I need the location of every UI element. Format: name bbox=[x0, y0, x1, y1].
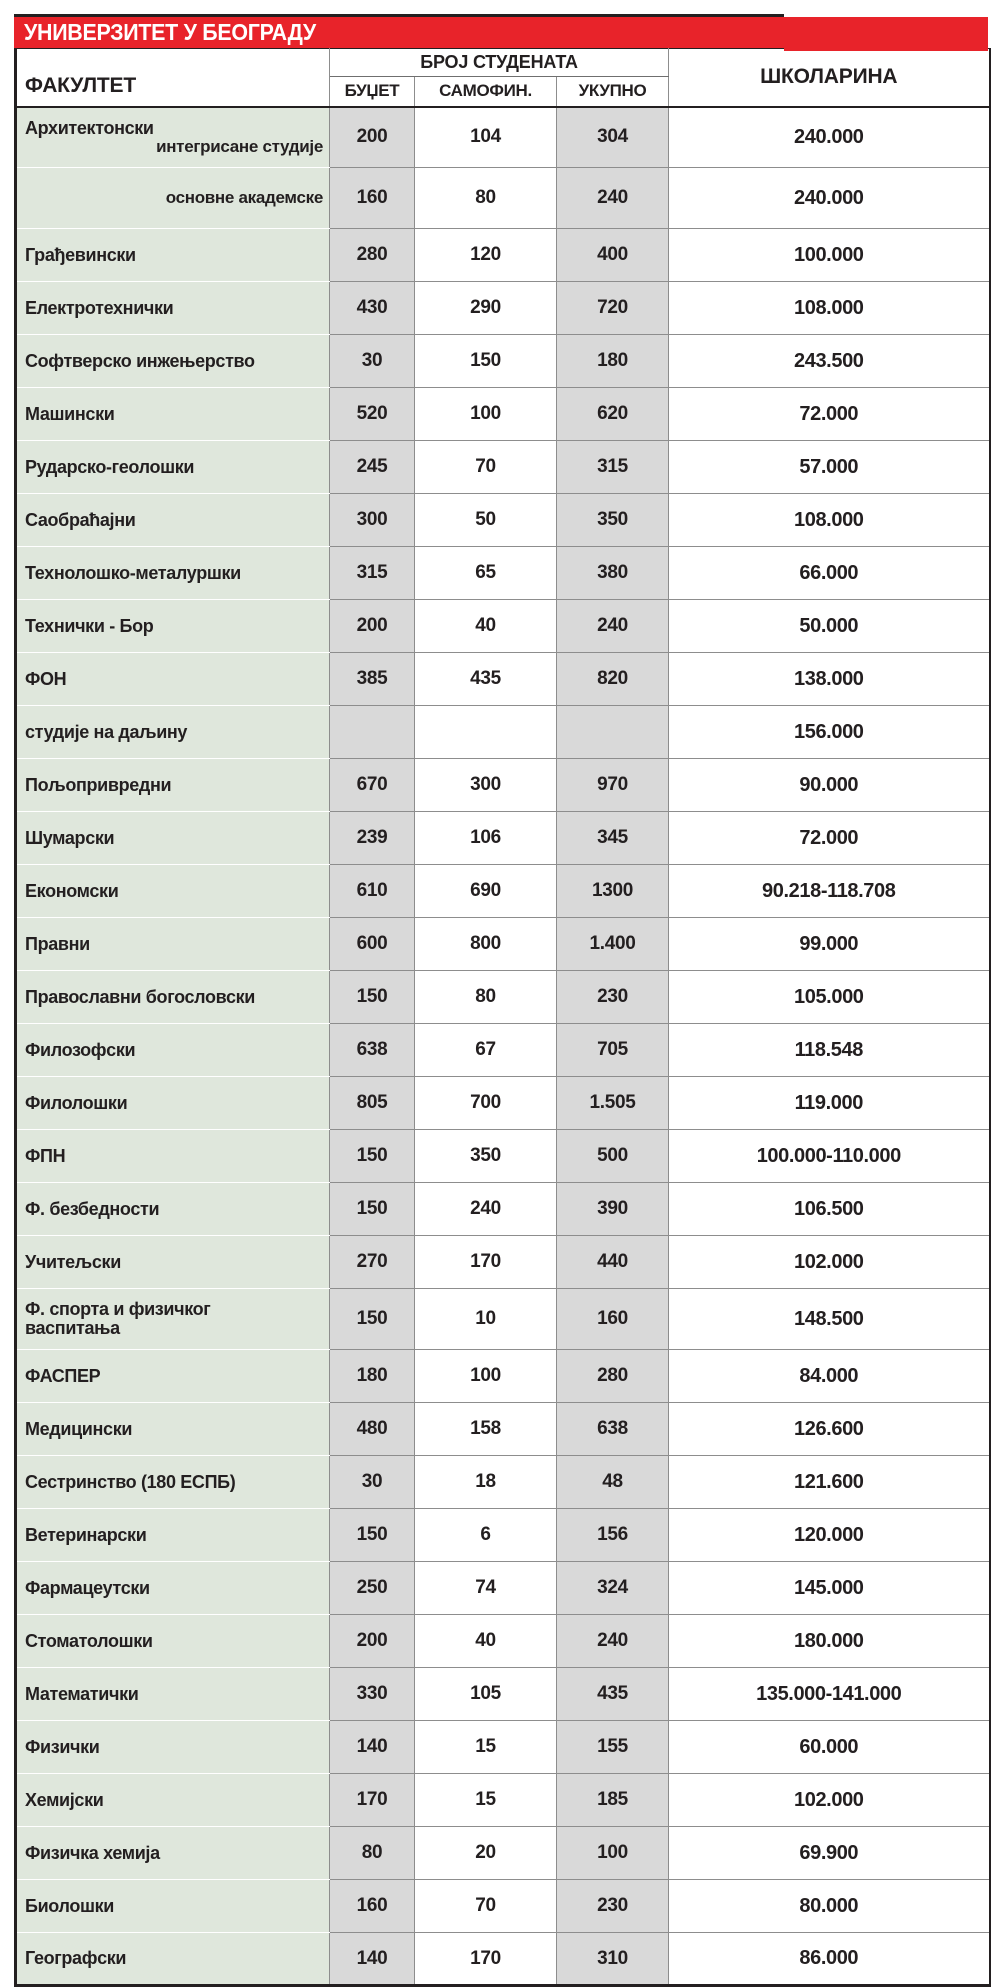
table-row bbox=[16, 653, 990, 706]
cell-self-financed: 70 bbox=[415, 441, 557, 494]
cell-total: 705 bbox=[557, 1024, 669, 1077]
cell-faculty bbox=[16, 1774, 330, 1827]
cell-tuition: 90.218-118.708 bbox=[669, 865, 990, 918]
cell-budget: 315 bbox=[330, 547, 415, 600]
cell-self-financed: 150 bbox=[415, 335, 557, 388]
cell-total: 180 bbox=[557, 335, 669, 388]
cell-budget: 520 bbox=[330, 388, 415, 441]
cell-budget: 200 bbox=[330, 600, 415, 653]
column-group-header-students: БРОЈ СТУДЕНАТА bbox=[330, 49, 669, 77]
cell-self-financed: 6 bbox=[415, 1509, 557, 1562]
cell-self-financed: 15 bbox=[415, 1774, 557, 1827]
cell-tuition: 119.000 bbox=[669, 1077, 990, 1130]
table-row bbox=[16, 1933, 990, 1986]
cell-tuition: 120.000 bbox=[669, 1509, 990, 1562]
cell-total: 720 bbox=[557, 282, 669, 335]
table-row bbox=[16, 335, 990, 388]
table-row bbox=[16, 1827, 990, 1880]
cell-tuition: 108.000 bbox=[669, 282, 990, 335]
cell-self-financed: 40 bbox=[415, 600, 557, 653]
faculty-name: Софтверско инжењерство bbox=[25, 350, 255, 371]
cell-total: 350 bbox=[557, 494, 669, 547]
column-header-self-financed: САМОФИН. bbox=[415, 77, 557, 107]
cell-total: 970 bbox=[557, 759, 669, 812]
cell-total: 156 bbox=[557, 1509, 669, 1562]
cell-faculty bbox=[16, 229, 330, 282]
cell-total: 1.400 bbox=[557, 918, 669, 971]
cell-faculty bbox=[16, 759, 330, 812]
table-row bbox=[16, 547, 990, 600]
table-row bbox=[16, 494, 990, 547]
cell-faculty bbox=[16, 1509, 330, 1562]
cell-total: 280 bbox=[557, 1350, 669, 1403]
cell-budget: 150 bbox=[330, 1509, 415, 1562]
cell-tuition: 80.000 bbox=[669, 1880, 990, 1933]
cell-budget: 280 bbox=[330, 229, 415, 282]
cell-self-financed: 100 bbox=[415, 388, 557, 441]
cell-tuition: 145.000 bbox=[669, 1562, 990, 1615]
cell-faculty bbox=[16, 1933, 330, 1986]
table-row bbox=[16, 1236, 990, 1289]
cell-total: 435 bbox=[557, 1668, 669, 1721]
table-row bbox=[16, 1615, 990, 1668]
cell-tuition: 72.000 bbox=[669, 812, 990, 865]
cell-faculty bbox=[16, 1183, 330, 1236]
table-row bbox=[16, 1130, 990, 1183]
column-header-budget: БУЏЕТ bbox=[330, 77, 415, 107]
cell-budget: 805 bbox=[330, 1077, 415, 1130]
cell-self-financed: 74 bbox=[415, 1562, 557, 1615]
faculty-name: Ф. спорта и физичког васпитања bbox=[25, 1299, 211, 1338]
cell-faculty bbox=[16, 107, 330, 168]
cell-tuition: 72.000 bbox=[669, 388, 990, 441]
university-tuition-table bbox=[14, 48, 991, 1987]
faculty-name: Стоматолошки bbox=[25, 1630, 153, 1651]
table-row bbox=[16, 1024, 990, 1077]
table-body bbox=[16, 107, 990, 1986]
table-row bbox=[16, 706, 990, 759]
cell-budget bbox=[330, 706, 415, 759]
cell-budget: 200 bbox=[330, 1615, 415, 1668]
cell-tuition: 102.000 bbox=[669, 1774, 990, 1827]
cell-self-financed: 104 bbox=[415, 107, 557, 168]
table-row bbox=[16, 865, 990, 918]
cell-budget: 600 bbox=[330, 918, 415, 971]
faculty-program-name: основне академске bbox=[165, 188, 323, 208]
cell-total: 240 bbox=[557, 168, 669, 229]
faculty-name: ФАСПЕР bbox=[25, 1365, 101, 1386]
cell-tuition: 69.900 bbox=[669, 1827, 990, 1880]
cell-faculty bbox=[16, 653, 330, 706]
cell-faculty bbox=[16, 1289, 330, 1350]
faculty-name: Пољопривредни bbox=[25, 774, 172, 795]
faculty-name: Технички - Бор bbox=[25, 615, 154, 636]
cell-total: 638 bbox=[557, 1403, 669, 1456]
faculty-name: Филозофски bbox=[25, 1039, 136, 1060]
cell-faculty bbox=[16, 335, 330, 388]
header-row-group bbox=[16, 49, 990, 77]
cell-self-financed: 67 bbox=[415, 1024, 557, 1077]
cell-tuition: 102.000 bbox=[669, 1236, 990, 1289]
table-row bbox=[16, 1077, 990, 1130]
cell-tuition: 106.500 bbox=[669, 1183, 990, 1236]
cell-budget: 160 bbox=[330, 168, 415, 229]
cell-faculty bbox=[16, 1130, 330, 1183]
faculty-name: Машински bbox=[25, 403, 115, 424]
cell-tuition: 66.000 bbox=[669, 547, 990, 600]
cell-tuition: 99.000 bbox=[669, 918, 990, 971]
table-row bbox=[16, 388, 990, 441]
cell-self-financed: 105 bbox=[415, 1668, 557, 1721]
cell-self-financed: 158 bbox=[415, 1403, 557, 1456]
cell-self-financed: 10 bbox=[415, 1289, 557, 1350]
cell-budget: 140 bbox=[330, 1721, 415, 1774]
cell-self-financed: 80 bbox=[415, 971, 557, 1024]
cell-budget: 480 bbox=[330, 1403, 415, 1456]
cell-tuition: 118.548 bbox=[669, 1024, 990, 1077]
cell-budget: 245 bbox=[330, 441, 415, 494]
cell-total: 315 bbox=[557, 441, 669, 494]
cell-tuition: 105.000 bbox=[669, 971, 990, 1024]
cell-total: 100 bbox=[557, 1827, 669, 1880]
column-header-faculty: ФАКУЛТЕТ bbox=[16, 49, 330, 107]
cell-self-financed: 120 bbox=[415, 229, 557, 282]
cell-self-financed: 435 bbox=[415, 653, 557, 706]
cell-total: 230 bbox=[557, 971, 669, 1024]
table-row bbox=[16, 282, 990, 335]
cell-total: 1300 bbox=[557, 865, 669, 918]
table-row bbox=[16, 1350, 990, 1403]
faculty-name: Технолошко-металуршки bbox=[25, 562, 241, 583]
cell-budget: 250 bbox=[330, 1562, 415, 1615]
cell-faculty bbox=[16, 600, 330, 653]
cell-faculty bbox=[16, 441, 330, 494]
faculty-name: Географски bbox=[25, 1948, 127, 1969]
page-title: УНИВЕРЗИТЕТ У БЕОГРАДУ bbox=[24, 19, 316, 45]
cell-budget: 30 bbox=[330, 335, 415, 388]
cell-budget: 270 bbox=[330, 1236, 415, 1289]
cell-faculty bbox=[16, 1236, 330, 1289]
cell-tuition: 60.000 bbox=[669, 1721, 990, 1774]
cell-faculty bbox=[16, 865, 330, 918]
faculty-name: ФПН bbox=[25, 1145, 66, 1166]
cell-faculty bbox=[16, 1721, 330, 1774]
column-header-tuition: ШКОЛАРИНА bbox=[669, 49, 990, 107]
cell-total: 310 bbox=[557, 1933, 669, 1986]
cell-budget: 80 bbox=[330, 1827, 415, 1880]
cell-tuition: 135.000-141.000 bbox=[669, 1668, 990, 1721]
faculty-name: Економски bbox=[25, 880, 119, 901]
faculty-name: Електротехнички bbox=[25, 297, 174, 318]
cell-total: 380 bbox=[557, 547, 669, 600]
cell-budget: 140 bbox=[330, 1933, 415, 1986]
table-row bbox=[16, 107, 990, 168]
cell-tuition: 121.600 bbox=[669, 1456, 990, 1509]
cell-tuition: 84.000 bbox=[669, 1350, 990, 1403]
cell-faculty bbox=[16, 494, 330, 547]
cell-budget: 239 bbox=[330, 812, 415, 865]
faculty-name: Медицински bbox=[25, 1418, 133, 1439]
faculty-name: Грађевински bbox=[25, 244, 136, 265]
cell-budget: 330 bbox=[330, 1668, 415, 1721]
cell-total: 1.505 bbox=[557, 1077, 669, 1130]
cell-self-financed: 700 bbox=[415, 1077, 557, 1130]
cell-self-financed: 65 bbox=[415, 547, 557, 600]
cell-faculty bbox=[16, 812, 330, 865]
cell-budget: 160 bbox=[330, 1880, 415, 1933]
table-row bbox=[16, 1183, 990, 1236]
faculty-name: Ф. безбедности bbox=[25, 1198, 160, 1219]
cell-faculty bbox=[16, 1615, 330, 1668]
cell-total: 185 bbox=[557, 1774, 669, 1827]
cell-budget: 150 bbox=[330, 971, 415, 1024]
cell-tuition: 57.000 bbox=[669, 441, 990, 494]
cell-tuition: 240.000 bbox=[669, 107, 990, 168]
cell-total: 48 bbox=[557, 1456, 669, 1509]
table-row bbox=[16, 1562, 990, 1615]
cell-faculty bbox=[16, 388, 330, 441]
faculty-name: Учитељски bbox=[25, 1251, 121, 1272]
cell-total: 345 bbox=[557, 812, 669, 865]
cell-tuition: 156.000 bbox=[669, 706, 990, 759]
table-row bbox=[16, 1880, 990, 1933]
cell-faculty bbox=[16, 1562, 330, 1615]
cell-faculty bbox=[16, 1024, 330, 1077]
cell-tuition: 180.000 bbox=[669, 1615, 990, 1668]
cell-self-financed: 300 bbox=[415, 759, 557, 812]
table-row bbox=[16, 168, 990, 229]
cell-self-financed: 800 bbox=[415, 918, 557, 971]
cell-faculty bbox=[16, 1668, 330, 1721]
cell-faculty bbox=[16, 1350, 330, 1403]
faculty-name: Саобраћајни bbox=[25, 509, 136, 530]
cell-tuition: 100.000 bbox=[669, 229, 990, 282]
cell-tuition: 148.500 bbox=[669, 1289, 990, 1350]
cell-self-financed: 170 bbox=[415, 1236, 557, 1289]
cell-total: 324 bbox=[557, 1562, 669, 1615]
cell-total: 304 bbox=[557, 107, 669, 168]
faculty-name: Физичка хемија bbox=[25, 1842, 160, 1863]
cell-self-financed: 50 bbox=[415, 494, 557, 547]
table-row bbox=[16, 600, 990, 653]
cell-total: 240 bbox=[557, 1615, 669, 1668]
cell-faculty bbox=[16, 282, 330, 335]
cell-self-financed: 690 bbox=[415, 865, 557, 918]
cell-total: 240 bbox=[557, 600, 669, 653]
faculty-name: ФОН bbox=[25, 668, 67, 689]
cell-faculty bbox=[16, 918, 330, 971]
column-header-total: УКУПНО bbox=[557, 77, 669, 107]
table-row bbox=[16, 1456, 990, 1509]
cell-total bbox=[557, 706, 669, 759]
cell-total: 155 bbox=[557, 1721, 669, 1774]
cell-tuition: 100.000-110.000 bbox=[669, 1130, 990, 1183]
faculty-name: Сестринство (180 ЕСПБ) bbox=[25, 1471, 236, 1492]
cell-budget: 180 bbox=[330, 1350, 415, 1403]
table-row bbox=[16, 1721, 990, 1774]
title-bar bbox=[14, 14, 784, 48]
cell-total: 390 bbox=[557, 1183, 669, 1236]
cell-self-financed: 170 bbox=[415, 1933, 557, 1986]
faculty-name: Правни bbox=[25, 933, 90, 954]
cell-tuition: 90.000 bbox=[669, 759, 990, 812]
cell-self-financed: 106 bbox=[415, 812, 557, 865]
cell-tuition: 243.500 bbox=[669, 335, 990, 388]
cell-budget: 430 bbox=[330, 282, 415, 335]
cell-faculty bbox=[16, 706, 330, 759]
faculty-name: Рударско-геолошки bbox=[25, 456, 195, 477]
table-row bbox=[16, 1509, 990, 1562]
cell-self-financed: 20 bbox=[415, 1827, 557, 1880]
cell-budget: 30 bbox=[330, 1456, 415, 1509]
cell-faculty bbox=[16, 1827, 330, 1880]
faculty-name: Шумарски bbox=[25, 827, 115, 848]
cell-self-financed: 15 bbox=[415, 1721, 557, 1774]
cell-self-financed: 240 bbox=[415, 1183, 557, 1236]
cell-total: 160 bbox=[557, 1289, 669, 1350]
cell-total: 230 bbox=[557, 1880, 669, 1933]
cell-budget: 200 bbox=[330, 107, 415, 168]
faculty-name: Филолошки bbox=[25, 1092, 128, 1113]
cell-budget: 610 bbox=[330, 865, 415, 918]
cell-self-financed: 80 bbox=[415, 168, 557, 229]
cell-total: 440 bbox=[557, 1236, 669, 1289]
cell-budget: 300 bbox=[330, 494, 415, 547]
cell-total: 400 bbox=[557, 229, 669, 282]
cell-self-financed: 350 bbox=[415, 1130, 557, 1183]
faculty-name: Хемијски bbox=[25, 1789, 104, 1810]
cell-total: 820 bbox=[557, 653, 669, 706]
cell-self-financed: 18 bbox=[415, 1456, 557, 1509]
table-row bbox=[16, 918, 990, 971]
table-row bbox=[16, 229, 990, 282]
cell-faculty bbox=[16, 1456, 330, 1509]
faculty-name: Физички bbox=[25, 1736, 100, 1757]
table-row bbox=[16, 1774, 990, 1827]
table-row bbox=[16, 971, 990, 1024]
cell-self-financed bbox=[415, 706, 557, 759]
faculty-name: Математички bbox=[25, 1683, 139, 1704]
cell-budget: 150 bbox=[330, 1183, 415, 1236]
cell-budget: 150 bbox=[330, 1289, 415, 1350]
faculty-name: Фармацеутски bbox=[25, 1577, 150, 1598]
cell-self-financed: 70 bbox=[415, 1880, 557, 1933]
cell-tuition: 138.000 bbox=[669, 653, 990, 706]
cell-tuition: 126.600 bbox=[669, 1403, 990, 1456]
faculty-name: Биолошки bbox=[25, 1895, 115, 1916]
cell-budget: 638 bbox=[330, 1024, 415, 1077]
table-row bbox=[16, 759, 990, 812]
table-row bbox=[16, 441, 990, 494]
cell-faculty bbox=[16, 1403, 330, 1456]
cell-tuition: 240.000 bbox=[669, 168, 990, 229]
cell-faculty bbox=[16, 1880, 330, 1933]
cell-tuition: 86.000 bbox=[669, 1933, 990, 1986]
cell-budget: 385 bbox=[330, 653, 415, 706]
cell-self-financed: 100 bbox=[415, 1350, 557, 1403]
faculty-program-name: интегрисане студије bbox=[156, 136, 323, 156]
cell-total: 620 bbox=[557, 388, 669, 441]
faculty-name: Ветеринарски bbox=[25, 1524, 147, 1545]
table-head bbox=[16, 49, 990, 107]
cell-tuition: 50.000 bbox=[669, 600, 990, 653]
faculty-name: Архитектонски bbox=[25, 117, 154, 138]
cell-self-financed: 290 bbox=[415, 282, 557, 335]
cell-budget: 170 bbox=[330, 1774, 415, 1827]
table-row bbox=[16, 812, 990, 865]
cell-tuition: 108.000 bbox=[669, 494, 990, 547]
cell-faculty bbox=[16, 168, 330, 229]
cell-faculty bbox=[16, 971, 330, 1024]
cell-budget: 670 bbox=[330, 759, 415, 812]
cell-self-financed: 40 bbox=[415, 1615, 557, 1668]
cell-faculty bbox=[16, 1077, 330, 1130]
faculty-name: Православни богословски bbox=[25, 986, 255, 1007]
table-row bbox=[16, 1668, 990, 1721]
faculty-name: студије на даљину bbox=[25, 721, 188, 742]
cell-total: 500 bbox=[557, 1130, 669, 1183]
cell-faculty bbox=[16, 547, 330, 600]
cell-budget: 150 bbox=[330, 1130, 415, 1183]
table-row bbox=[16, 1403, 990, 1456]
title-bar-extension bbox=[784, 17, 988, 51]
table-row bbox=[16, 1289, 990, 1350]
